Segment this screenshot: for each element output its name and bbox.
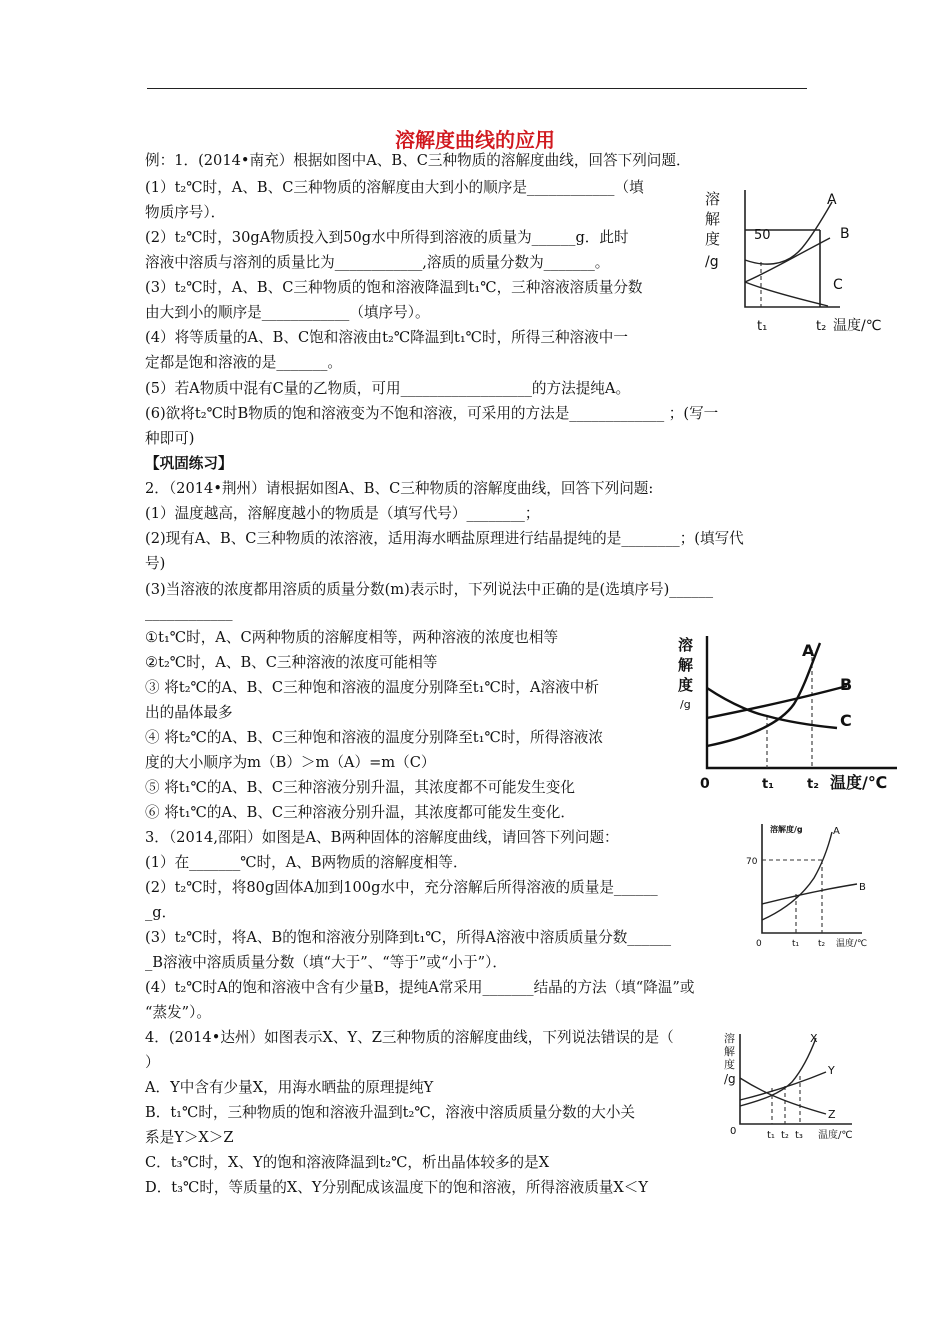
fig3-curve-b	[762, 884, 857, 904]
fig2-tick-t1: t₁	[762, 777, 774, 792]
q1-part2-cont: 溶液中溶质与溶剂的质量比为____________,溶质的质量分数为_______。	[145, 254, 610, 271]
fig4-tick-t2: t₂	[781, 1130, 789, 1141]
q2-stem: 2．（2014•荆州）请根据如图A、B、C三种物质的溶解度曲线，回答下列问题:	[145, 480, 654, 497]
q1-part1: (1）t₂℃时，A、B、C三种物质的溶解度由大到小的顺序是____________（填	[145, 179, 644, 196]
q1-part6: (6)欲将t₂℃时B物质的饱和溶液变为不饱和溶液，可采用的方法是_____________ ；(写一	[145, 405, 719, 422]
fig1-axes	[745, 190, 840, 307]
fig4-xlabel: 温度/℃	[818, 1130, 853, 1141]
fig2-ylabel-3: 度	[678, 676, 694, 694]
fig3-series-a: A	[833, 826, 840, 837]
section-heading: 【巩固练习】	[145, 455, 233, 472]
q3-part3-cont: _B溶液中溶质质量分数（填“大于”、“等于”或“小于”）．	[145, 954, 507, 971]
fig4-series-z: Z	[828, 1108, 836, 1121]
q2-part3: (3)当溶液的浓度都用溶质的质量分数(m)表示时，下列说法中正确的是(选填序号)______	[145, 581, 714, 598]
q3-part4-cont: “蒸发”）。	[145, 1004, 211, 1021]
q4-option-c: C．t₃℃时，X、Y的饱和溶液降温到t₂℃，析出晶体较多的是X	[145, 1154, 550, 1171]
fig3-ylabel: 溶解度/g	[770, 825, 803, 834]
fig2-curve-b	[707, 686, 847, 718]
q3-part2-cont: _g．	[145, 904, 177, 921]
fig1-tick-t1: t₁	[757, 319, 768, 334]
q3-part2: (2）t₂℃时，将80g固体A加到100g水中，充分溶解后所得溶液的质量是______	[145, 879, 658, 896]
q2-option2: ②t₂℃时，A、B、C三种溶液的浓度可能相等	[145, 654, 438, 671]
q2-option4-cont: 度的大小顺序为m（B）＞m（A）=m（C）	[145, 754, 436, 771]
fig4-series-x: X	[810, 1032, 818, 1045]
page-title: 溶解度曲线的应用	[395, 128, 555, 152]
fig1-curve-c	[745, 282, 828, 306]
fig3-y-value: 70	[746, 857, 758, 867]
header-rule	[147, 88, 807, 89]
q4-option-b-cont: 系是Y＞X＞Z	[145, 1129, 234, 1146]
fig1-tick-t2: t₂	[816, 319, 827, 334]
fig4-ylabel-3: 度	[724, 1058, 735, 1071]
fig2-tick-t2: t₂	[807, 777, 819, 792]
fig3-axes	[762, 824, 862, 933]
fig1-curve-b	[745, 238, 830, 282]
q1-stem: 例：1．(2014•南充）根据如图中A、B、C三种物质的溶解度曲线，回答下列问题．	[145, 152, 691, 169]
q1-part5: (5）若A物质中混有C量的乙物质，可用__________________的方法提纯A。	[145, 380, 631, 397]
q3-part4: (4）t₂℃时A的饱和溶液中含有少量B，提纯A常采用_______结晶的方法（填“降温”或	[145, 979, 695, 996]
q2-part2: (2)现有A、B、C三种物质的浓溶液，适用海水晒盐原理进行结晶提纯的是________；(填写代	[145, 530, 744, 547]
fig1-series-c: C	[833, 277, 843, 293]
fig3-series-b: B	[859, 882, 866, 893]
fig2-series-c: C	[840, 711, 852, 730]
q3-part3: (3）t₂℃时，将A、B的饱和溶液分别降到t₁℃，所得A溶液中溶质质量分数______	[145, 929, 672, 946]
q2-part2-cont: 号)	[145, 555, 166, 572]
q3-stem: 3．（2014,邵阳）如图是A、B两种固体的溶解度曲线，请回答下列问题：	[145, 829, 619, 846]
fig3-xlabel: 温度/℃	[836, 939, 868, 949]
solubility-chart-4	[722, 1030, 882, 1145]
q1-part1-cont: 物质序号）．	[145, 204, 226, 221]
q1-part3: (3）t₂℃时，A、B、C三种物质的饱和溶液降温到t₁℃，三种溶液溶质量分数	[145, 279, 643, 296]
fig3-origin: 0	[756, 939, 762, 949]
fig1-xlabel: 温度/℃	[833, 318, 882, 334]
q1-part4: (4）将等质量的A、B、C饱和溶液由t₂℃降温到t₁℃时，所得三种溶液中一	[145, 329, 628, 346]
q2-option6: ⑥ 将t₁℃的A、B、C三种溶液分别升温，其浓度都可能发生变化．	[145, 804, 575, 821]
fig4-origin: 0	[730, 1126, 737, 1137]
fig2-series-a: A	[802, 641, 815, 660]
solubility-chart-1	[700, 182, 895, 340]
q4-option-b: B．t₁℃时，三种物质的饱和溶液升温到t₂℃，溶液中溶质质量分数的大小关	[145, 1104, 636, 1121]
q1-part2: (2）t₂℃时，30gA物质投入到50g水中所得到溶液的质量为______g．此时	[145, 229, 629, 246]
q3-part1: (1）在_______℃时，A、B两物质的溶解度相等．	[145, 854, 468, 871]
q4-option-a: A．Y中含有少量X，用海水晒盐的原理提纯Y	[145, 1079, 434, 1096]
q2-option3-cont: 出的晶体最多	[145, 704, 233, 721]
fig2-ylabel-1: 溶	[678, 636, 694, 654]
q1-part3-cont: 由大到小的顺序是____________（填序号）。	[145, 304, 430, 321]
solubility-chart-3	[742, 818, 882, 958]
fig1-ylabel-4: /g	[705, 254, 719, 270]
fig3-tick-t1: t₁	[792, 939, 800, 949]
q1-part4-cont: 定都是饱和溶液的是_______。	[145, 354, 343, 371]
fig1-ylabel-1: 溶	[705, 190, 721, 208]
q4-stem-cont: ）	[145, 1054, 160, 1071]
q2-part3-cont: ____________	[145, 604, 233, 621]
q4-option-d: D．t₃℃时，等质量的X、Y分别配成该温度下的饱和溶液，所得溶液质量X＜Y	[145, 1179, 649, 1196]
q4-stem: 4．(2014•达州）如图表示X、Y、Z三种物质的溶解度曲线，下列说法错误的是（	[145, 1029, 674, 1046]
fig4-ylabel-4: /g	[724, 1072, 736, 1086]
fig1-series-a: A	[827, 192, 837, 208]
fig4-tick-t1: t₁	[767, 1130, 775, 1141]
solubility-chart-2	[672, 628, 912, 808]
fig2-ylabel-4: /g	[680, 698, 691, 711]
fig4-series-y: Y	[828, 1064, 835, 1077]
fig4-tick-t3: t₃	[795, 1130, 803, 1141]
fig3-tick-t2: t₂	[818, 939, 826, 949]
q2-option1: ①t₁℃时，A、C两种物质的溶解度相等，两种溶液的浓度也相等	[145, 629, 559, 646]
fig2-xlabel: 温度/℃	[830, 773, 888, 792]
fig4-curve-x	[740, 1038, 816, 1106]
q2-part1: (1）温度越高，溶解度越小的物质是（填写代号）________；	[145, 505, 540, 522]
fig1-series-b: B	[840, 226, 850, 242]
fig1-ylabel-3: 度	[705, 230, 721, 248]
fig4-ylabel-1: 溶	[724, 1032, 735, 1045]
fig1-y-value: 50	[754, 228, 771, 243]
fig1-ylabel-2: 解	[705, 210, 721, 228]
q2-option5: ⑤ 将t₁℃的A、B、C三种溶液分别升温，其浓度都不可能发生变化	[145, 779, 575, 796]
q1-part6-cont: 种即可)	[145, 430, 195, 447]
fig2-series-b: B	[840, 675, 853, 694]
fig2-ylabel-2: 解	[678, 656, 694, 674]
fig4-ylabel-2: 解	[724, 1045, 735, 1058]
q2-option3: ③ 将t₂℃的A、B、C三种饱和溶液的温度分别降至t₁℃时，A溶液中析	[145, 679, 599, 696]
fig2-origin: 0	[700, 776, 710, 792]
q2-option4: ④ 将t₂℃的A、B、C三种饱和溶液的温度分别降至t₁℃时，所得溶液浓	[145, 729, 603, 746]
